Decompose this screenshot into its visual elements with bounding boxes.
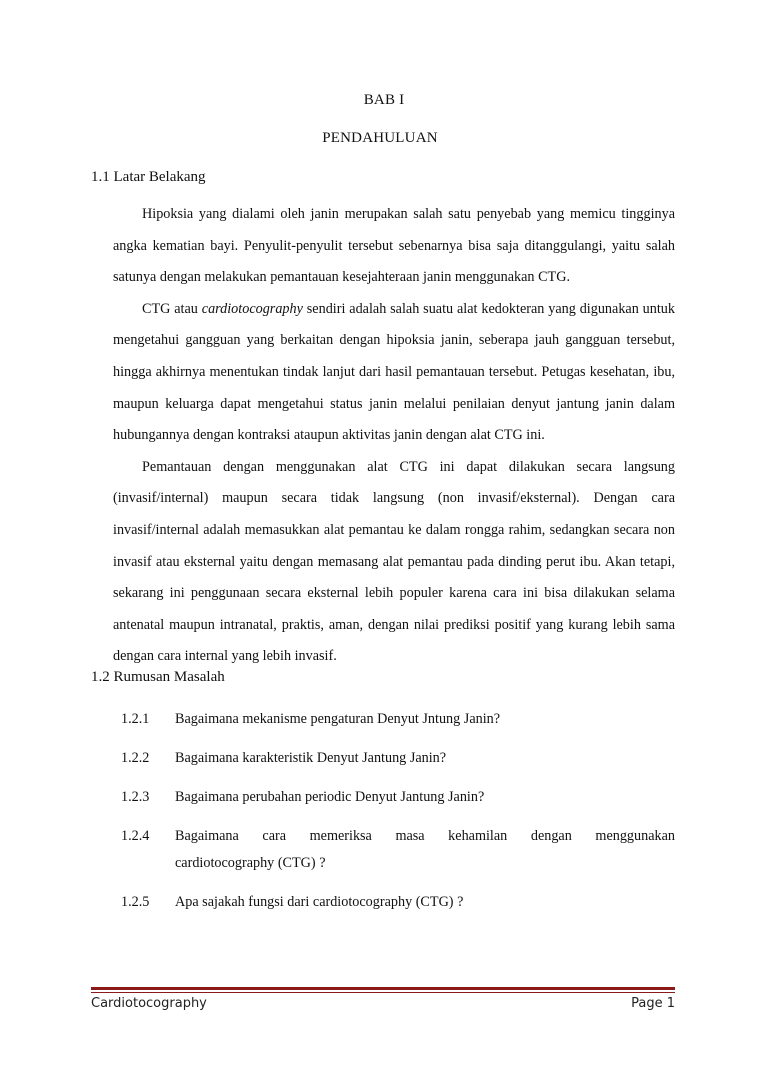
section-heading-latar-belakang: 1.1 Latar Belakang	[91, 169, 206, 185]
list-item-text: Apa sajakah fungsi dari cardiotocography (CTG) ?	[175, 894, 464, 910]
list-item-text-line-1	[175, 823, 675, 850]
latar-belakang-body	[113, 199, 675, 673]
question-list	[121, 706, 675, 928]
list-item	[121, 706, 675, 733]
word: kehamilan	[448, 828, 508, 844]
list-item-text: Bagaimana perubahan periodic Denyut Jantung Janin?	[175, 789, 485, 805]
word: masa	[395, 828, 425, 844]
list-item-text-line-2: cardiotocography (CTG) ?	[175, 855, 326, 871]
footer-document-title: Cardiotocography	[91, 996, 207, 1011]
word: Bagaimana	[175, 828, 239, 844]
list-item-text	[175, 823, 675, 877]
list-item	[121, 889, 675, 916]
chapter-title: PENDAHULUAN	[322, 130, 438, 146]
footer-rule-thick	[91, 987, 675, 990]
list-item	[121, 784, 675, 811]
section-heading-rumusan-masalah: 1.2 Rumusan Masalah	[91, 669, 225, 685]
list-item-number: 1.2.3	[121, 789, 150, 805]
list-item	[121, 745, 675, 772]
list-item-number: 1.2.5	[121, 894, 150, 910]
list-item-text: Bagaimana karakteristik Denyut Jantung Janin?	[175, 750, 447, 766]
footer-page-number: Page 1	[631, 996, 675, 1011]
list-item-number: 1.2.2	[121, 750, 150, 766]
word: dengan	[530, 828, 572, 844]
list-item	[121, 823, 675, 877]
word: cara	[262, 828, 287, 844]
list-item-number: 1.2.4	[121, 828, 150, 844]
footer-rule-thin	[91, 992, 675, 993]
chapter-number: BAB I	[363, 92, 405, 108]
paragraph-2	[113, 294, 675, 452]
paragraph-2-italic-term: cardiotocography	[201, 300, 303, 317]
list-item-number: 1.2.1	[121, 711, 150, 727]
paragraph-2-lead: CTG atau	[142, 300, 202, 317]
paragraph-2-rest: sendiri adalah salah suatu alat kedokteran yang digunakan untuk mengetahui gangguan yang berkaitan dengan hipoksia janin, seberapa jauh gangguan tersebut, hingga akhirnya menentukan tindak lanjut dari hasil pemantauan tersebut. Petugas kesehatan, ibu, maupun keluarga dapat mengetahui status janin melalui penilaian denyut jantung janin dalam hubungannya dengan kontraksi ataupun aktivitas janin dengan alat CTG ini.	[113, 300, 675, 444]
list-item-text: Bagaimana mekanisme pengaturan Denyut Jntung Janin?	[175, 711, 501, 727]
paragraph-3: Pemantauan dengan menggunakan alat CTG ini dapat dilakukan secara langsung (invasif/internal) maupun secara tidak langsung (non invasif/eksternal). Dengan cara invasif/internal adalah memasukkan alat pemantau ke dalam rongga rahim, sedangkan secara non invasif atau eksternal yaitu dengan memasang alat pemantau pada dinding perut ibu. Akan tetapi, sekarang ini penggunaan secara eksternal lebih populer karena cara ini bisa dilakukan selama antenatal maupun intranatal, praktis, aman, dengan nilai prediksi positif yang kurang lebih sama dengan cara internal yang lebih invasif.	[113, 458, 675, 665]
page-footer	[91, 996, 675, 1011]
word: memeriksa	[309, 828, 372, 844]
word: menggunakan	[595, 828, 675, 844]
paragraph-1: Hipoksia yang dialami oleh janin merupakan salah satu penyebab yang memicu tingginya angka kematian bayi. Penyulit-penyulit tersebut sebenarnya bisa saja ditanggulangi, yaitu salah satunya dengan melakukan pemantauan kesejahteraan janin menggunakan CTG.	[113, 206, 675, 286]
